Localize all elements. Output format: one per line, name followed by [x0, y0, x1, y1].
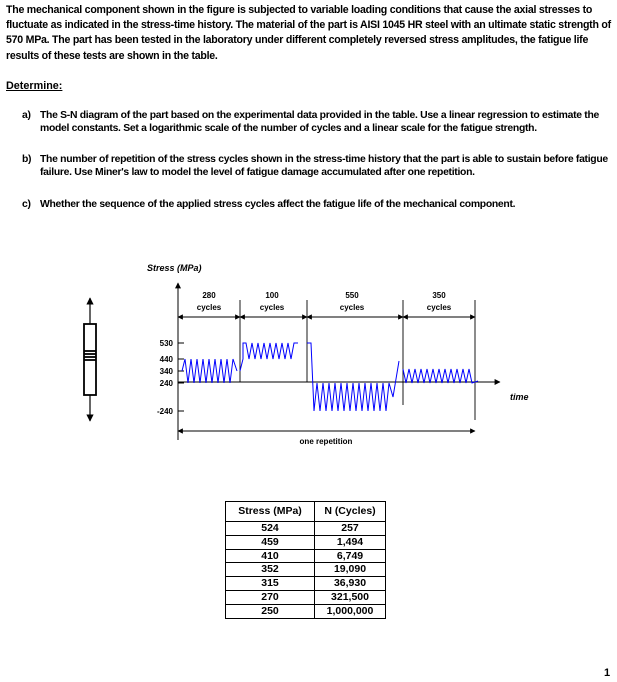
- segment-3-unit: cycles: [339, 303, 365, 312]
- segment-separators: [240, 300, 475, 420]
- header-stress: Stress (MPa): [226, 502, 315, 522]
- stress-ticks: [157, 339, 184, 416]
- tick-530: 530: [159, 339, 173, 348]
- stress-axis-label: Stress (MPa): [147, 263, 202, 273]
- repetition-label: one repetition: [299, 437, 353, 446]
- table-header-row: [226, 502, 386, 522]
- time-axis-label: time: [510, 392, 529, 402]
- determine-heading: Determine:: [6, 80, 63, 92]
- signal-block-1: [182, 359, 237, 383]
- cycles-cell: 19,090: [315, 563, 386, 577]
- problem-statement: The mechanical component shown in the figure is subjected to variable loading conditions that cause the axial stresses to fluctuate as indicated in the stress-time history. The material of the part is AISI 1045 HR steel with an ultimate static strength of 570 MPa. The part has been tested in the laboratory under different completely reversed stress amplitudes, the fatigue life results of these tests are shown in the table.: [6, 4, 611, 62]
- tick-240: 240: [159, 379, 173, 388]
- cycles-cell: 1,000,000: [315, 604, 386, 618]
- cycles-cell: 321,500: [315, 590, 386, 604]
- segment-2-count: 100: [265, 291, 279, 300]
- tick-340: 340: [159, 367, 173, 376]
- table-row: [226, 577, 386, 591]
- table-row: [226, 563, 386, 577]
- table-row: [226, 549, 386, 563]
- segment-1-count: 280: [202, 291, 216, 300]
- segment-1-unit: cycles: [196, 303, 222, 312]
- segment-4-unit: cycles: [426, 303, 452, 312]
- question-b-text: The number of repetition of the stress cycles shown in the stress-time history that the part is able to sustain before fatigue failure. Use Miner's law to model the level of fatigue damage accumulated after one repetition.: [40, 154, 608, 179]
- segment-2-unit: cycles: [259, 303, 285, 312]
- table-row: [226, 535, 386, 549]
- table-row: [226, 590, 386, 604]
- page-number: 1: [604, 667, 611, 679]
- question-a-text: The S-N diagram of the part based on the experimental data provided in the table. Use a linear regression to estimate the model constants. Set a logarithmic scale of the number of cycles and a linear scale for the fatigue strength.: [40, 110, 599, 135]
- tick-minus-240: -240: [156, 407, 173, 416]
- question-c-text: Whether the sequence of the applied stress cycles affect the fatigue life of the mechanical component.: [40, 199, 516, 210]
- signal-block-4: [403, 369, 478, 383]
- stress-cell: 352: [226, 563, 315, 577]
- signal-block-3: [307, 343, 399, 411]
- cycles-cell: 36,930: [315, 577, 386, 591]
- header-cycles: N (Cycles): [315, 502, 386, 522]
- stress-cell: 410: [226, 549, 315, 563]
- stress-cell: 459: [226, 535, 315, 549]
- cycles-cell: 257: [315, 522, 386, 536]
- table-row: [226, 522, 386, 536]
- stress-cell: 250: [226, 604, 315, 618]
- question-b-label: b): [22, 154, 32, 165]
- stress-signal: [182, 343, 478, 411]
- cycles-cell: 1,494: [315, 535, 386, 549]
- table-row: [226, 604, 386, 618]
- question-c-label: c): [22, 199, 31, 210]
- question-a-label: a): [22, 110, 31, 121]
- component-sketch: [84, 298, 96, 421]
- cycles-cell: 6,749: [315, 549, 386, 563]
- segment-4-count: 350: [432, 291, 446, 300]
- fatigue-test-table: [225, 501, 386, 619]
- segment-labels: [197, 291, 452, 312]
- tick-440: 440: [159, 355, 173, 364]
- stress-cell: 315: [226, 577, 315, 591]
- segment-3-count: 550: [345, 291, 359, 300]
- stress-cell: 270: [226, 590, 315, 604]
- stress-cell: 524: [226, 522, 315, 536]
- signal-block-2: [240, 343, 298, 371]
